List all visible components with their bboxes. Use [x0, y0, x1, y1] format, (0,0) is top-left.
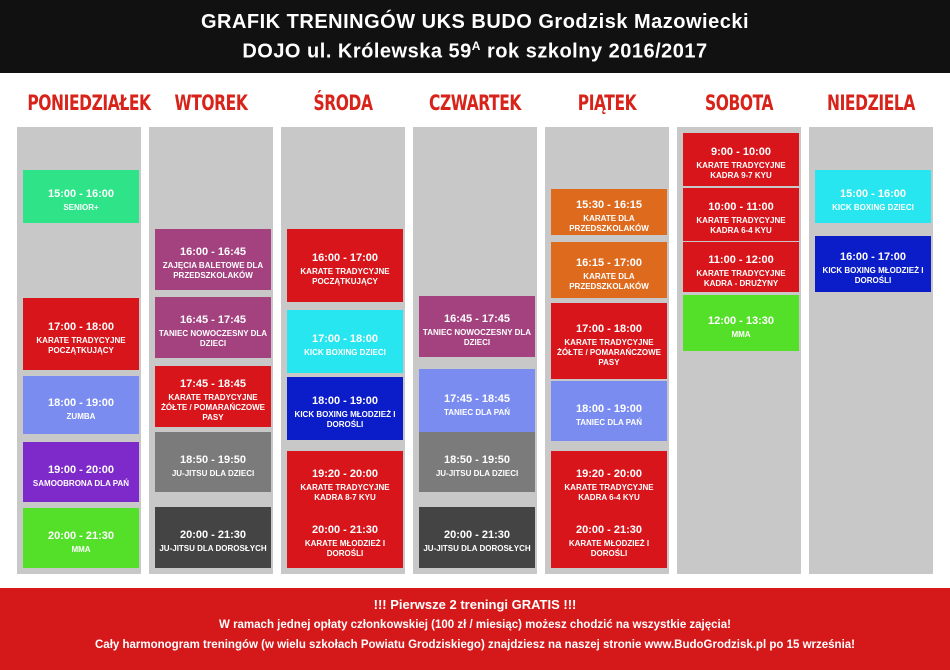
class-name: KICK BOXING DZIECI	[304, 348, 386, 357]
class-block	[815, 236, 931, 292]
class-time: 18:50 - 19:50	[443, 453, 511, 466]
class-block	[155, 229, 271, 290]
class-block	[419, 369, 535, 434]
class-time: 16:15 - 17:00	[575, 256, 643, 269]
class-block	[23, 376, 139, 434]
class-name: TANIEC NOWOCZESNY DLA DZIECI	[422, 328, 532, 347]
class-block	[419, 296, 535, 357]
footer	[0, 588, 950, 670]
class-time: 10:00 - 11:00	[708, 201, 774, 213]
footer-fee-info: W ramach jednej opłaty członkowskiej (100 zł / miesiąc) możesz chodzić na wszystkie zajęcia!	[219, 619, 731, 631]
class-block	[551, 189, 667, 235]
class-time: 20:00 - 21:30	[179, 529, 247, 541]
class-block	[155, 507, 271, 568]
class-time: 17:00 - 18:00	[575, 322, 643, 335]
day-name-4: CZWARTEK	[429, 91, 521, 115]
class-block	[683, 188, 799, 241]
class-block	[815, 170, 931, 223]
class-block	[551, 507, 667, 568]
class-block	[551, 242, 667, 298]
day-name-6: SOBOTA	[704, 91, 774, 115]
class-name: KICK BOXING MŁODZIEŻ I DOROŚLI	[822, 265, 924, 285]
class-time: 16:45 - 17:45	[179, 314, 247, 326]
class-time: 16:45 - 17:45	[443, 313, 511, 325]
class-name: KARATE DLA PRZEDSZKOLAKÓW	[569, 271, 649, 291]
class-block	[683, 295, 799, 351]
class-name: KARATE TRADYCYJNE KADRA 8-7 KYU	[300, 482, 390, 502]
class-block	[419, 507, 535, 568]
class-time: 17:45 - 18:45	[179, 378, 247, 390]
class-time: 17:45 - 18:45	[443, 393, 511, 405]
class-time: 16:00 - 17:00	[311, 252, 379, 264]
class-block	[287, 310, 403, 373]
class-block	[23, 298, 139, 370]
class-block	[155, 297, 271, 358]
title-line-2	[0, 39, 950, 64]
footer-website-info: Cały harmonogram treningów (w wielu szkołach Powiatu Grodziskiego) znajdziesz na naszej stronie www.BudoGrodzisk.pl po 15 września!	[95, 639, 855, 651]
title-line-1: GRAFIK TRENINGÓW UKS BUDO Grodzisk Mazowiecki	[200, 11, 750, 33]
class-time: 18:00 - 19:00	[311, 395, 379, 407]
class-time: 15:00 - 16:00	[47, 188, 115, 200]
class-name: MMA	[731, 329, 751, 339]
class-block	[419, 432, 535, 492]
class-name: TANIEC DLA PAŃ	[575, 417, 643, 427]
class-time: 11:00 - 12:00	[708, 253, 774, 266]
class-time: 19:20 - 20:00	[311, 467, 379, 480]
class-block	[287, 451, 403, 511]
class-time: 16:00 - 16:45	[179, 246, 247, 258]
class-block	[23, 170, 139, 223]
class-name: JU-JITSU DLA DOROSŁYCH	[423, 544, 531, 553]
day-name-1: PONIEDZIAŁEK	[27, 91, 151, 115]
class-name: KARATE TRADYCYJNE ŻÓŁTE / POMARAŃCZOWE PASY	[557, 337, 661, 367]
class-time: 19:00 - 20:00	[47, 463, 115, 476]
class-name: KICK BOXING DZIECI	[832, 203, 914, 212]
class-name: SENIOR+	[63, 203, 99, 212]
title-line-2-prefix: DOJO ul. Królewska 59	[242, 40, 472, 63]
header	[0, 0, 950, 73]
class-block	[683, 133, 799, 186]
class-block	[155, 432, 271, 492]
day-name-2: WTOREK	[174, 91, 248, 115]
class-block	[287, 229, 403, 302]
day-name-7: NIEDZIELA	[827, 91, 915, 115]
class-time: 18:00 - 19:00	[47, 396, 115, 409]
class-block	[551, 303, 667, 379]
title-line-2-suffix: rok szkolny 2016/2017	[480, 40, 708, 63]
class-time: 16:00 - 17:00	[839, 250, 907, 263]
class-name: KARATE TRADYCYJNE KADRA 6-4 KYU	[564, 482, 654, 502]
class-time: 20:00 - 21:30	[311, 524, 379, 536]
class-name: TANIEC DLA PAŃ	[443, 408, 511, 417]
class-name: KARATE TRADYCYJNE ŻÓŁTE / POMARAŃCZOWE PASY	[161, 393, 265, 422]
class-name: JU-JITSU DLA DZIECI	[435, 468, 519, 478]
class-block	[23, 442, 139, 502]
class-time: 17:00 - 18:00	[311, 333, 379, 345]
class-block	[155, 366, 271, 427]
class-name: ZAJĘCIA BALETOWE DLA PRZEDSZKOLAKÓW	[162, 261, 264, 280]
class-name: KARATE TRADYCYJNE KADRA - DRUŻYNY	[696, 268, 786, 288]
class-block	[287, 507, 403, 568]
class-name: KARATE MŁODZIEŻ I DOROŚLI	[304, 539, 386, 558]
class-name: KARATE TRADYCYJNE POCZĄTKUJĄCY	[36, 335, 126, 355]
class-block	[287, 377, 403, 440]
class-name: SAMOOBRONA DLA PAŃ	[32, 478, 130, 488]
class-name: MMA	[71, 544, 91, 554]
class-name: JU-JITSU DLA DOROSŁYCH	[159, 544, 267, 553]
class-time: 20:00 - 21:30	[443, 529, 511, 541]
class-time: 9:00 - 10:00	[711, 146, 771, 158]
class-name: KARATE MŁODZIEŻ I DOROŚLI	[568, 539, 650, 558]
class-time: 17:00 - 18:00	[47, 320, 115, 333]
class-block	[551, 451, 667, 511]
class-time: 15:30 - 16:15	[575, 198, 643, 211]
class-name: JU-JITSU DLA DZIECI	[171, 468, 255, 478]
class-time: 12:00 - 13:30	[707, 314, 775, 327]
class-time: 19:20 - 20:00	[575, 467, 643, 480]
class-name: KARATE TRADYCYJNE KADRA 6-4 KYU	[696, 216, 786, 235]
class-time: 20:00 - 21:30	[575, 524, 643, 536]
footer-promo: !!! Pierwsze 2 treningi GRATIS !!!	[373, 597, 577, 612]
class-time: 15:00 - 16:00	[839, 188, 907, 200]
class-name: KARATE TRADYCYJNE POCZĄTKUJĄCY	[300, 267, 390, 286]
class-name: KARATE TRADYCYJNE KADRA 9-7 KYU	[696, 161, 786, 180]
class-time: 18:00 - 19:00	[575, 402, 643, 415]
class-time: 18:50 - 19:50	[179, 453, 247, 466]
class-name: TANIEC NOWOCZESNY DLA DZIECI	[158, 329, 268, 348]
day-name-5: PIĄTEK	[577, 91, 637, 115]
class-time: 20:00 - 21:30	[47, 529, 115, 542]
class-name: ZUMBA	[66, 411, 96, 421]
class-name: KICK BOXING MŁODZIEŻ I DOROŚLI	[294, 410, 396, 429]
class-name: KARATE DLA PRZEDSZKOLAKÓW	[569, 213, 649, 233]
day-name-3: ŚRODA	[313, 91, 373, 115]
class-block	[551, 381, 667, 441]
title-superscript: A	[471, 39, 481, 53]
class-block	[683, 242, 799, 292]
class-block	[23, 508, 139, 568]
